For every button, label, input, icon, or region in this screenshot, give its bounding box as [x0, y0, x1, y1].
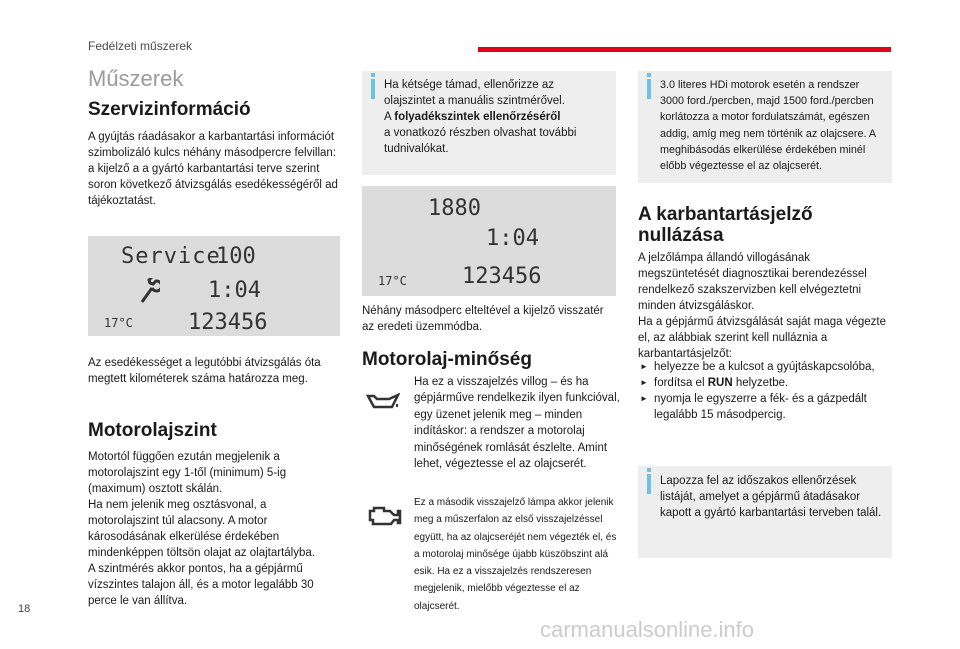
reset-step: ► nyomja le egyszerre a fék- és a gázpedált legalább 15 másodpercig.	[638, 391, 892, 423]
reset-step: ► helyezze be a kulcsot a gyújtáskapcsolóba,	[638, 359, 892, 375]
service-info-body: A gyújtás ráadásakor a karbantartási információt szimbolizáló kulcs néhány másodpercre felvillan: a kijelző a a gyártó karbantartási terve szerint soron következő átvizsgálás esedékességéről ad tájékoztatást.	[88, 131, 338, 207]
hdi-info-text: 3.0 literes HDi motorok esetén a rendszer 3000 ford./percben, majd 1500 ford./percben korlátozza a motor fordulatszámát, egészen addig, amíg meg nem történik az olajcsere. A meghibásodás elkerülése érdekében minél előbb végeztesse el az olajcserét.	[660, 79, 876, 173]
schedule-info-box	[638, 466, 892, 558]
schedule-info-text: Lapozza fel az időszakos ellenőrzések listáját, amelyet a gépjármű átadásakor kapott a gyártó karbantartási terveben talál.	[660, 475, 882, 519]
header-accent-bar	[478, 47, 891, 52]
oil-check-link: folyadékszintek ellenőrzéséről	[394, 111, 561, 123]
service-display-caption: Az esedékességet a legutóbbi átvizsgálás óta megtett kilométerek száma határozza meg.	[88, 357, 321, 385]
hdi-info-box	[638, 71, 892, 183]
reset-heading-line1: A karbantartásjelző	[638, 204, 813, 225]
oil-quality-heading: Motorolaj-minőség	[362, 349, 532, 370]
oil-check-line3: a vonatkozó részben olvashat további tudnivalókat.	[384, 127, 577, 155]
reset-step: ► fordítsa el RUN helyzetbe.	[638, 375, 892, 391]
service-display-label: Service	[121, 244, 221, 269]
oil-display-time: 1:04	[486, 226, 539, 251]
oil-display-value: 1880	[428, 196, 481, 221]
service-display-temp: 17°C	[104, 316, 133, 330]
oil-quality-text2: Ez a második visszajelző lámpa akkor jelenik meg a műszerfalon az első visszajelzéssel együtt, ha az olajcseréjét nem végezték el, és a motorolaj minősége újabb küszöbszint alá esik. Ha ez a visszajelzés rendszeresen megjelenik, mielőbb végeztesse el az olajcserét.	[414, 497, 617, 612]
info-icon	[647, 474, 651, 494]
reset-heading	[638, 204, 813, 246]
service-display-value: 100	[216, 244, 256, 269]
section-title: Műszerek	[88, 66, 184, 91]
oil-can-icon	[366, 390, 400, 415]
oil-level-heading: Motorolajszint	[88, 420, 217, 441]
info-icon	[371, 79, 375, 99]
oil-display-temp: 17°C	[378, 274, 407, 288]
reset-heading-line2: nullázása	[638, 225, 724, 246]
oil-level-body: Motortól függően ezután megjelenik a motorolajszint egy 1-től (minimum) 5-ig (maximum) osztott skálán. Ha nem jelenik meg osztásvonal, a motorolajszint túl alacsony. A motor károsodásának elkerülése érdekében mindenképpen töltsön olajat az olajtartályba. A szintmérés akkor pontos, ha a gépjármű vízszintes talajon áll, és a motor legalább 30 perce le van állítva.	[88, 451, 315, 607]
watermark: carmanualsonline.info	[540, 617, 755, 642]
info-icon	[647, 79, 651, 99]
oil-check-info-box	[362, 71, 616, 175]
service-display-screen	[88, 236, 340, 336]
oil-display-odometer: 123456	[462, 264, 542, 289]
service-display-odometer: 123456	[188, 310, 268, 335]
engine-warning-icon	[366, 503, 404, 534]
service-display-time: 1:04	[208, 278, 261, 303]
display-return-caption: Néhány másodperc elteltével a kijelző visszatér az eredeti üzemmódba.	[362, 305, 604, 333]
reset-steps	[638, 359, 892, 423]
page-number: 18	[18, 603, 31, 615]
service-info-heading: Szervizinformáció	[88, 99, 251, 120]
oil-level-display-screen	[362, 186, 616, 296]
oil-check-line1: Ha kétsége támad, ellenőrizze az olajszintet a manuális szintmérővel.	[384, 79, 565, 107]
wrench-icon	[138, 278, 160, 309]
running-header: Fedélzeti műszerek	[88, 39, 193, 53]
reset-body: A jelzőlámpa állandó villogásának megszüntetését diagnosztikai berendezéssel rendelkező szakszervizben kell elvégeztetni minden átvizsgáláskor. Ha a gépjármű átvizsgálását saját maga végezte el, az alábbiak szerint kell nulláznia a karbantartásjelzőt:	[638, 252, 887, 360]
oil-check-line2-prefix: A	[384, 111, 395, 123]
oil-quality-text1: Ha ez a visszajelzés villog – és ha gépjárműve rendelkezik ilyen funkcióval, egy üzenet jelenik meg – minden indításkor: a rendszer a motorolaj minőségének romlását észlelte. Amint lehet, végeztesse el az olajcserét.	[414, 376, 620, 471]
